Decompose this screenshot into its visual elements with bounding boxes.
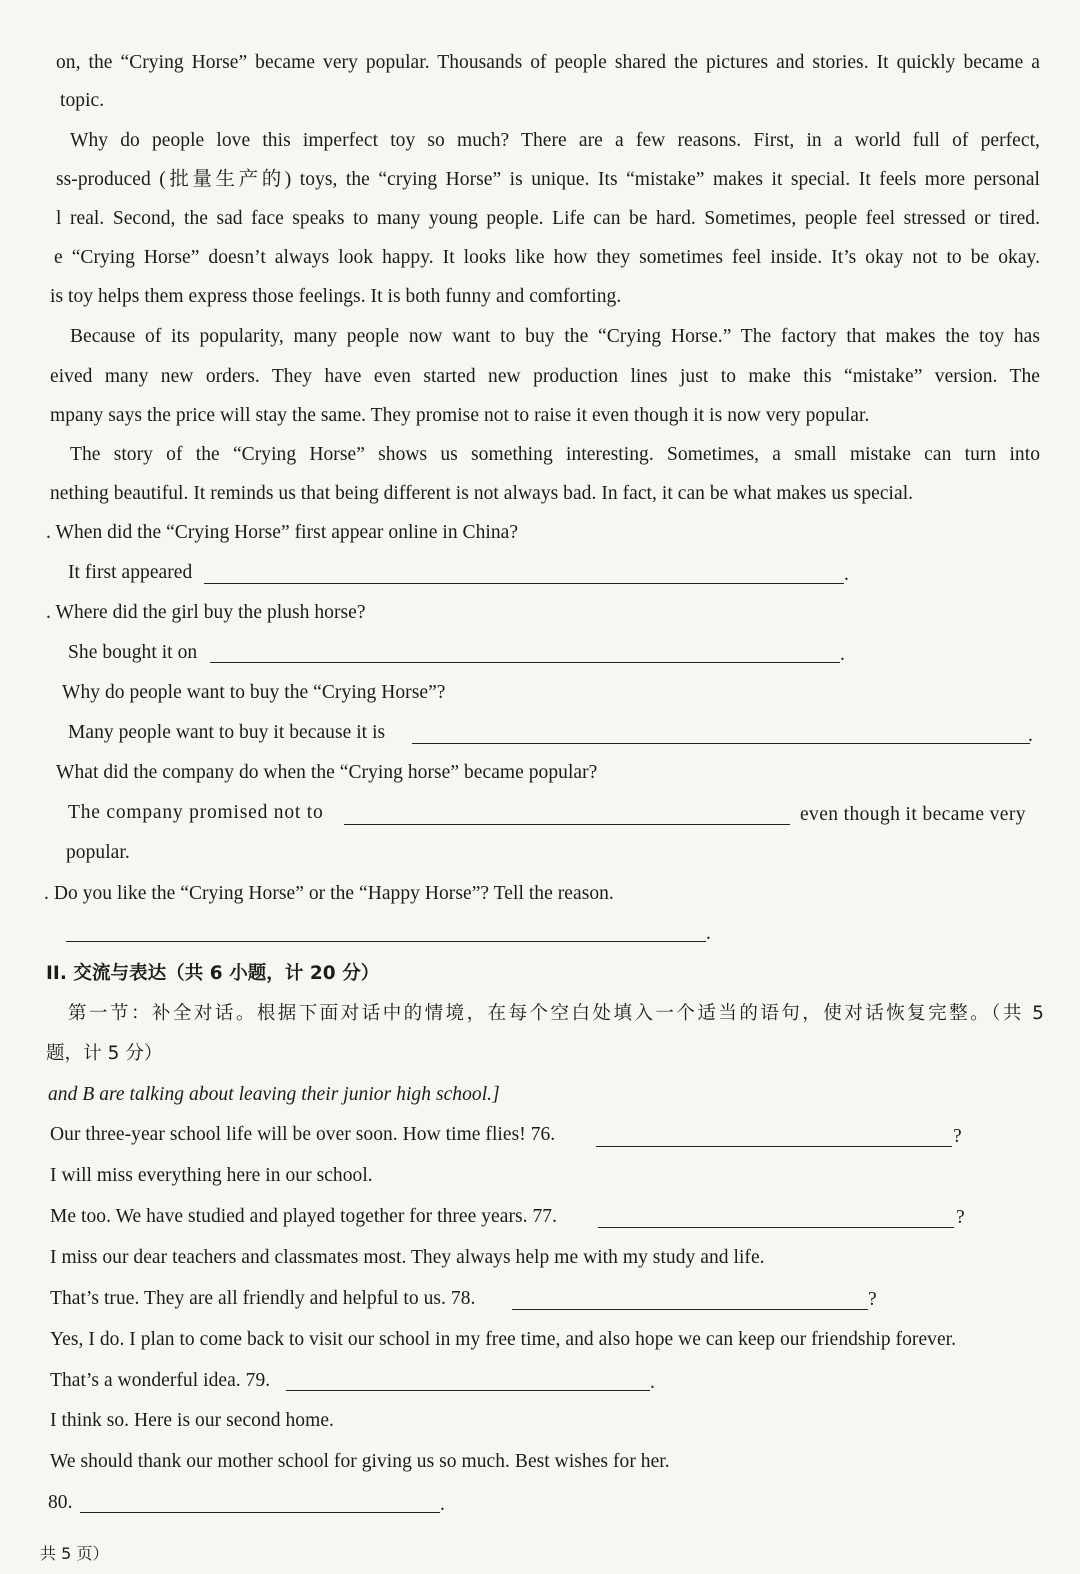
- answer-blank-4[interactable]: [344, 824, 790, 825]
- passage-line: topic.: [60, 90, 105, 111]
- period-mark: .: [844, 564, 849, 585]
- dialogue-line: We should thank our mother school for giving us so much. Best wishes for her.: [50, 1451, 670, 1472]
- period-mark: .: [706, 923, 711, 944]
- dialogue-blank-76[interactable]: [596, 1146, 952, 1147]
- dialogue-line: I think so. Here is our second home.: [50, 1410, 334, 1431]
- passage-line: l real. Second, the sad face speaks to many young people. Life can be hard. Sometimes, people feel stressed or tired.: [56, 208, 1040, 229]
- period-mark: .: [440, 1494, 445, 1515]
- dialogue-line: That’s true. They are all friendly and helpful to us. 78.: [50, 1288, 476, 1309]
- answer-prefix-1: It first appeared: [68, 562, 193, 583]
- answer-suffix-4-continued: popular.: [66, 842, 130, 863]
- answer-prefix-4: The company promised not to: [68, 802, 324, 823]
- dialogue-line: Our three-year school life will be over soon. How time flies! 76.: [50, 1124, 556, 1145]
- passage-line: on, the “Crying Horse” became very popular. Thousands of people shared the pictures and stories. It quickly became a: [56, 52, 1040, 73]
- answer-blank-2[interactable]: [210, 662, 840, 663]
- passage-line: is toy helps them express those feelings. It is both funny and comforting.: [50, 286, 622, 307]
- dialogue-blank-80[interactable]: [80, 1512, 440, 1513]
- section-heading: II. 交流与表达（共 6 小题，计 20 分）: [46, 963, 380, 984]
- passage-line: eived many new orders. They have even started new production lines just to make this “mistake” version. The: [50, 366, 1040, 387]
- question-mark: ?: [953, 1126, 962, 1147]
- passage-line: Because of its popularity, many people now want to buy the “Crying Horse.” The factory that makes the toy has: [70, 326, 1040, 347]
- dialogue-line: That’s a wonderful idea. 79.: [50, 1370, 271, 1391]
- section-instructions: 第一节：补全对话。根据下面对话中的情境，在每个空白处填入一个适当的语句，使对话恢复完整。（共 5: [68, 1003, 1044, 1024]
- period-mark: .: [650, 1372, 655, 1393]
- question-4: What did the company do when the “Crying horse” became popular?: [56, 762, 598, 783]
- dialogue-blank-78[interactable]: [512, 1309, 868, 1310]
- passage-line: The story of the “Crying Horse” shows us something interesting. Sometimes, a small mistake can turn into: [70, 444, 1040, 465]
- dialogue-blank-77[interactable]: [598, 1227, 954, 1228]
- answer-prefix-3: Many people want to buy it because it is: [68, 722, 386, 743]
- answer-blank-3[interactable]: [412, 743, 1030, 744]
- question-mark: ?: [956, 1207, 965, 1228]
- period-mark: .: [840, 644, 845, 665]
- dialogue-blank-79[interactable]: [286, 1390, 650, 1391]
- period-mark: .: [1028, 725, 1033, 746]
- question-3: Why do people want to buy the “Crying Horse”?: [62, 682, 446, 703]
- question-1: . When did the “Crying Horse” first appear online in China?: [46, 522, 519, 543]
- passage-line: e “Crying Horse” doesn’t always look happy. It looks like how they sometimes feel inside. It’s okay not to be okay.: [54, 247, 1040, 268]
- answer-blank-5[interactable]: [66, 941, 706, 942]
- passage-line: nething beautiful. It reminds us that being different is not always bad. In fact, it can be what makes us special.: [50, 483, 914, 504]
- question-2: . Where did the girl buy the plush horse?: [46, 602, 366, 623]
- passage-line: Why do people love this imperfect toy so much? There are a few reasons. First, in a world full of perfect,: [70, 130, 1040, 151]
- dialogue-line: Me too. We have studied and played together for three years. 77.: [50, 1206, 558, 1227]
- passage-line: ss-produced (批量生产的) toys, the “crying Horse” is unique. Its “mistake” makes it special. It feels more personal: [56, 169, 1040, 190]
- dialogue-line: I miss our dear teachers and classmates most. They always help me with my study and life.: [50, 1247, 765, 1268]
- answer-blank-1[interactable]: [204, 583, 844, 584]
- dialogue-scene: and B are talking about leaving their junior high school.]: [48, 1084, 500, 1105]
- page-footer: 共 5 页）: [40, 1544, 109, 1563]
- question-5: . Do you like the “Crying Horse” or the “Happy Horse”? Tell the reason.: [44, 883, 614, 904]
- question-mark: ?: [868, 1289, 877, 1310]
- answer-suffix-4: even though it became very: [800, 804, 1026, 825]
- dialogue-line: I will miss everything here in our school.: [50, 1165, 373, 1186]
- section-instructions: 题，计 5 分）: [46, 1043, 163, 1064]
- dialogue-line: 80.: [48, 1492, 73, 1513]
- dialogue-line: Yes, I do. I plan to come back to visit our school in my free time, and also hope we can keep our friendship forever.: [50, 1329, 957, 1350]
- passage-line: mpany says the price will stay the same. They promise not to raise it even though it is now very popular.: [50, 405, 870, 426]
- answer-prefix-2: She bought it on: [68, 642, 198, 663]
